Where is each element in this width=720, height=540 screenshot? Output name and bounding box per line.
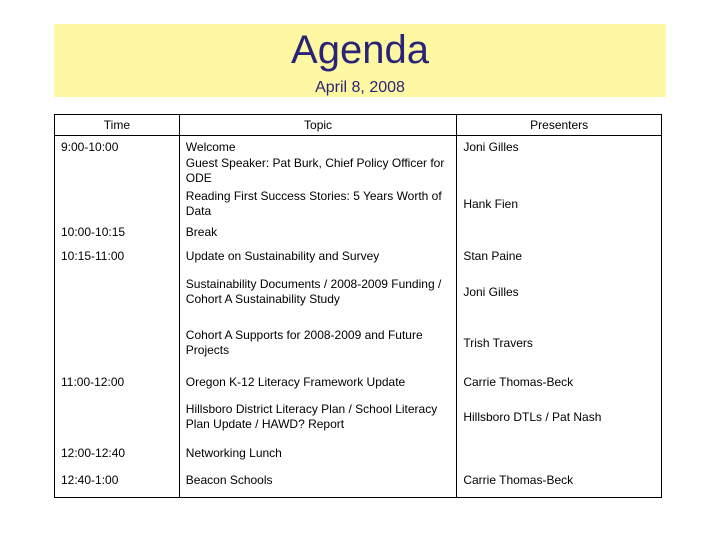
title-band	[54, 24, 666, 97]
table-row	[55, 371, 662, 393]
cell-time: 12:00-12:40	[61, 445, 126, 460]
cell-presenter: Joni Gilles	[457, 136, 662, 156]
cell-topic: Sustainability Documents / 2008-2009 Funding / Cohort A Sustainability Study	[179, 269, 457, 315]
cell-topic: Beacon Schools	[179, 465, 457, 497]
cell-topic: Break	[179, 221, 457, 244]
cell-presenter: Trish Travers	[457, 315, 662, 371]
cell-time: 10:15-11:00	[61, 249, 125, 263]
cell-topic: Oregon K-12 Literacy Framework Update	[179, 371, 457, 393]
cell-time	[55, 393, 180, 441]
page-title: Agenda	[291, 28, 429, 72]
cell-topic: Update on Sustainability and Survey	[179, 244, 457, 269]
cell-topic: Welcome	[179, 136, 457, 156]
cell-presenter: Hillsboro DTLs / Pat Nash	[457, 393, 662, 441]
table-row	[55, 187, 662, 221]
cell-time	[55, 187, 180, 221]
header-row	[55, 115, 662, 136]
cell-time	[55, 269, 180, 315]
cell-time	[55, 315, 180, 371]
cell-time	[55, 155, 180, 187]
table-row	[55, 244, 662, 269]
table-row	[55, 393, 662, 441]
cell-presenter: Carrie Thomas-Beck	[457, 465, 662, 497]
cell-presenter	[457, 441, 662, 465]
table-row	[55, 136, 662, 156]
cell-presenter: Hank Fien	[457, 187, 662, 221]
table-row	[55, 441, 662, 465]
cell-presenter	[457, 155, 662, 187]
table-row	[55, 269, 662, 315]
cell-presenter: Stan Paine	[457, 244, 662, 269]
agenda-table	[54, 114, 662, 498]
cell-topic: Guest Speaker: Pat Burk, Chief Policy Officer for ODE	[179, 155, 457, 187]
table-row	[55, 155, 662, 187]
table-row	[55, 465, 662, 497]
cell-topic: Networking Lunch	[179, 441, 457, 465]
cell-presenter: Joni Gilles	[457, 269, 662, 315]
cell-topic: Reading First Success Stories: 5 Years Worth of Data	[179, 187, 457, 221]
cell-presenter	[457, 221, 662, 244]
table-row	[55, 221, 662, 244]
column-header-presenters: Presenters	[457, 115, 662, 136]
cell-topic: Hillsboro District Literacy Plan / School Literacy Plan Update / HAWD? Report	[179, 393, 457, 441]
cell-topic: Cohort A Supports for 2008-2009 and Future Projects	[179, 315, 457, 371]
column-header-time: Time	[55, 115, 180, 136]
cell-time: 11:00-12:00	[61, 374, 125, 389]
cell-time: 12:40-1:00	[61, 473, 119, 488]
page-date: April 8, 2008	[315, 79, 405, 96]
cell-presenter: Carrie Thomas-Beck	[457, 371, 662, 393]
cell-time: 9:00-10:00	[61, 140, 119, 154]
cell-time: 10:00-10:15	[61, 225, 126, 239]
table-row	[55, 315, 662, 371]
column-header-topic: Topic	[179, 115, 457, 136]
